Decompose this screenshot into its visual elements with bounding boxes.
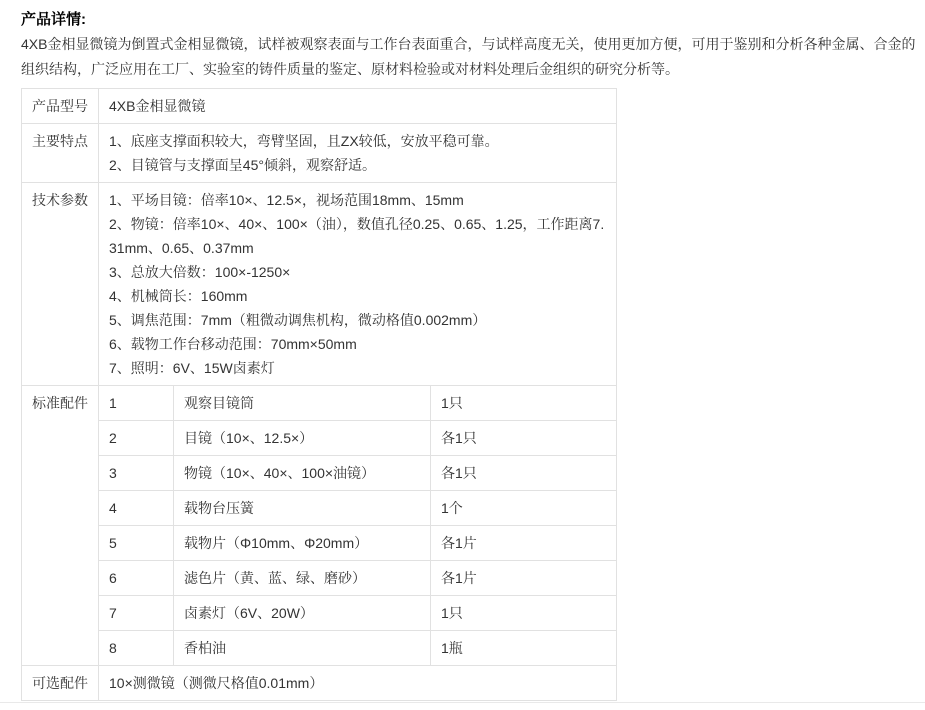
- specs-row: [22, 183, 617, 386]
- accessory-no: 8: [99, 631, 174, 666]
- spec-line: 5、调焦范围：7mm（粗微动调焦机构，微动格值0.002mm）: [109, 312, 487, 328]
- accessory-qty: 1个: [431, 491, 617, 526]
- accessory-no: 7: [99, 596, 174, 631]
- specs-row-value: [99, 183, 617, 386]
- features-row-value: [99, 124, 617, 183]
- accessory-row: [22, 386, 617, 421]
- accessory-name: 滤色片（黄、蓝、绿、磨砂）: [174, 561, 431, 596]
- model-row-label: 产品型号: [22, 89, 99, 124]
- features-row-label: 主要特点: [22, 124, 99, 183]
- spec-line: 2、物镜：倍率10×、40×、100×（油），数值孔径0.25、0.65、1.25，工作距离7.31mm、0.65、0.37mm: [109, 216, 605, 256]
- accessory-name: 载物台压簧: [174, 491, 431, 526]
- accessory-qty: 1只: [431, 596, 617, 631]
- accessory-no: 5: [99, 526, 174, 561]
- accessory-name: 观察目镜筒: [174, 386, 431, 421]
- accessory-row: [22, 631, 617, 666]
- specs-row-label: 技术参数: [22, 183, 99, 386]
- accessory-row: [22, 491, 617, 526]
- features-row: [22, 124, 617, 183]
- accessory-no: 2: [99, 421, 174, 456]
- accessory-qty: 各1片: [431, 526, 617, 561]
- accessory-name: 卤素灯（6V、20W）: [174, 596, 431, 631]
- accessory-row: [22, 561, 617, 596]
- page-title: 产品详情:: [21, 11, 86, 28]
- spec-line: 7、照明：6V、15W卤素灯: [109, 360, 275, 376]
- accessory-name: 香柏油: [174, 631, 431, 666]
- model-row: [22, 89, 617, 124]
- accessory-row: [22, 526, 617, 561]
- optional-row-value: 10×测微镜（测微尺格值0.01mm）: [99, 666, 617, 701]
- accessory-name: 载物片（Φ10mm、Φ20mm）: [174, 526, 431, 561]
- spec-line: 6、载物工作台移动范围：70mm×50mm: [109, 336, 357, 352]
- accessory-qty: 各1只: [431, 456, 617, 491]
- accessory-no: 3: [99, 456, 174, 491]
- accessory-qty: 1只: [431, 386, 617, 421]
- accessory-qty: 1瓶: [431, 631, 617, 666]
- feature-line: 1、底座支撑面积较大，弯臂坚固，且ZX较低，安放平稳可靠。: [109, 133, 499, 149]
- accessory-name: 目镜（10×、12.5×）: [174, 421, 431, 456]
- spec-line: 4、机械筒长：160mm: [109, 288, 248, 304]
- accessory-qty: 各1只: [431, 421, 617, 456]
- spec-line: 3、总放大倍数：100×-1250×: [109, 264, 291, 280]
- accessory-row: [22, 596, 617, 631]
- bottom-divider: [0, 702, 925, 703]
- optional-row: [22, 666, 617, 701]
- accessory-row: [22, 456, 617, 491]
- accessory-name: 物镜（10×、40×、100×油镜）: [174, 456, 431, 491]
- model-row-value: 4XB金相显微镜: [99, 89, 617, 124]
- spec-line: 1、平场目镜：倍率10×、12.5×，视场范围18mm、15mm: [109, 192, 464, 208]
- accessory-row: [22, 421, 617, 456]
- accessory-no: 4: [99, 491, 174, 526]
- product-spec-table: [21, 88, 617, 701]
- accessory-no: 1: [99, 386, 174, 421]
- accessory-qty: 各1片: [431, 561, 617, 596]
- feature-line: 2、目镜管与支撑面呈45°倾斜，观察舒适。: [109, 157, 376, 173]
- accessories-row-label: 标准配件: [22, 386, 99, 666]
- accessory-no: 6: [99, 561, 174, 596]
- optional-row-label: 可选配件: [22, 666, 99, 701]
- product-intro-paragraph: 4XB金相显微镜为倒置式金相显微镜，试样被观察表面与工作台表面重合，与试样高度无关，使用更加方便，可用于鉴别和分析各种金属、合金的组织结构，广泛应用在工厂、实验室的铸件质量的鉴定、原材料检验或对材料处理后金组织的研究分析等。: [21, 36, 916, 77]
